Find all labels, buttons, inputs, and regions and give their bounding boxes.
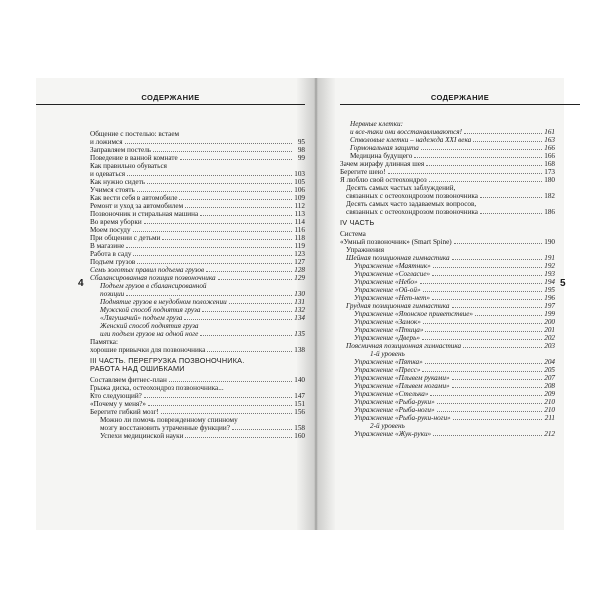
toc-entry	[90, 130, 305, 138]
dot-leader	[437, 403, 542, 404]
right-page	[340, 78, 555, 530]
dot-leader	[433, 435, 542, 436]
toc-entry-page: 203	[544, 342, 555, 351]
toc-entry	[340, 422, 555, 430]
toc-entry	[90, 194, 305, 202]
toc-entry-title: Мужской способ поднятия груза	[100, 306, 201, 314]
toc-entry-title: Памятка:	[90, 338, 118, 346]
toc-entry	[90, 170, 305, 178]
toc-entry-page: 202	[544, 334, 555, 343]
toc-entry-title: Ремонт и уход за автомобилем	[90, 202, 184, 210]
dot-leader	[429, 181, 542, 182]
dot-leader	[207, 351, 292, 352]
toc-entry	[90, 376, 305, 384]
toc-entry-title: и все-таки они восстанавливаются!	[350, 128, 462, 136]
toc-entry-page: 166	[544, 152, 555, 160]
dot-leader	[200, 215, 292, 216]
dot-leader	[218, 279, 292, 280]
dot-leader	[388, 173, 542, 174]
toc-entry-page: 166	[544, 144, 555, 152]
dot-leader	[137, 263, 292, 264]
toc-entry-title: и одеваться	[90, 170, 126, 178]
toc-entry-page: 135	[294, 330, 305, 338]
dot-leader	[127, 175, 292, 176]
toc-entry-title: Шейная позиционная гимнастика	[346, 254, 450, 263]
toc-entry	[340, 254, 555, 262]
toc-entry-title: Упражнение «Замок»	[354, 318, 421, 327]
dot-leader	[452, 307, 542, 308]
toc-entry	[340, 286, 555, 294]
dot-leader	[202, 311, 292, 312]
toc-entry	[90, 432, 305, 440]
toc-entry-page: 99	[297, 154, 305, 162]
toc-entry-title: Упражнение «Пятка»	[354, 358, 423, 367]
toc-entry-page: 118	[294, 234, 305, 242]
dot-leader	[422, 371, 542, 372]
toc-entry	[90, 258, 305, 266]
toc-entry-title: Упражнение «Нет-нет»	[354, 294, 430, 303]
toc-entry	[90, 338, 305, 346]
toc-entry	[340, 238, 555, 246]
toc-entry-page: 211	[544, 414, 555, 423]
toc-entry-page: 119	[294, 242, 305, 250]
toc-entry-title: Сбалансированная позиция позвоночника	[90, 274, 216, 282]
toc-entry	[340, 184, 555, 192]
toc-entry-page: 193	[544, 270, 555, 279]
toc-entry-page: 106	[294, 186, 305, 194]
toc-entry-title: Во время уборки	[90, 218, 142, 226]
toc-entry-page: 134	[294, 314, 305, 322]
toc-entry	[90, 210, 305, 218]
toc-entry-title: Подъем грузов	[90, 258, 136, 266]
toc-entry	[340, 144, 555, 152]
dot-leader	[432, 275, 542, 276]
toc-entry-title: Упражнение «Стелька»	[354, 390, 429, 399]
dot-leader	[126, 247, 292, 248]
toc-entry-title: Упражнение «Небо»	[354, 278, 418, 287]
toc-entry-title: Общение с постелью: встаем	[90, 130, 180, 138]
toc-entry	[90, 146, 305, 154]
toc-entry	[340, 230, 555, 238]
toc-entry-title: Упражнения	[346, 246, 385, 255]
toc-entry	[340, 262, 555, 270]
toc-entry	[340, 120, 555, 128]
toc-entry-page: 151	[294, 400, 305, 409]
toc-entry	[90, 186, 305, 194]
dot-leader	[184, 319, 292, 320]
toc-entry-title: «Умный позвоночник» (Smart Spine)	[340, 238, 452, 247]
toc-entry-title: Упражнение «Дверь»	[354, 334, 420, 343]
toc-entry-page: 210	[544, 398, 555, 407]
toc-entry-title: Нервные клетки:	[350, 120, 403, 128]
toc-entry-title: или подъем грузов на одной ноге	[100, 330, 199, 338]
dot-leader	[169, 381, 292, 382]
toc-entry	[340, 414, 555, 422]
toc-entry	[340, 246, 555, 254]
toc-entry-title: Упражнение «Пресс»	[354, 366, 421, 375]
toc-entry	[340, 390, 555, 398]
toc-entry-page: 180	[544, 176, 555, 184]
toc-entry	[340, 152, 555, 160]
dot-leader	[452, 259, 542, 260]
toc-entry-page: 132	[294, 306, 305, 314]
toc-entry-title: и ложимся	[90, 138, 123, 146]
toc-entry	[340, 382, 555, 390]
toc-entry-page: 204	[544, 358, 555, 367]
toc-entry-title: хорошие привычки для позвоночника	[90, 346, 206, 354]
toc-entry-page: 156	[294, 408, 305, 417]
toc-section-heading	[90, 365, 305, 373]
toc-entry-page: 112	[294, 202, 305, 210]
dot-leader	[206, 271, 292, 272]
dot-leader	[426, 165, 542, 166]
toc-entry-title: Успехи медицинской науки	[100, 432, 184, 441]
toc-entry-page: 158	[294, 424, 305, 433]
dot-leader	[137, 191, 292, 192]
toc-entry	[340, 136, 555, 144]
toc-entry-title: Грыжа диска, остеохондроз позвоночника...	[90, 384, 224, 393]
toc-entry-page: 123	[294, 250, 305, 258]
toc-entry-page: 208	[544, 382, 555, 391]
toc-entry-title: Упражнение «Согласие»	[354, 270, 431, 279]
toc-section-heading	[340, 219, 555, 227]
dot-leader	[452, 387, 542, 388]
toc-entry	[340, 430, 555, 438]
toc-entry	[90, 330, 305, 338]
toc-entry-title: Женский способ поднятия груза	[100, 322, 199, 330]
toc-entry	[90, 322, 305, 330]
dot-leader	[425, 363, 542, 364]
toc-entry	[340, 358, 555, 366]
toc-entry-title: Как вести себя в автомобиле	[90, 194, 178, 202]
toc-entry	[90, 314, 305, 322]
toc-entry	[90, 266, 305, 274]
toc-entry	[340, 406, 555, 414]
dot-leader	[425, 331, 542, 332]
toc-entry-page: 200	[544, 318, 555, 327]
dot-leader	[200, 335, 292, 336]
dot-leader	[454, 243, 542, 244]
dot-leader	[463, 347, 542, 348]
dot-leader	[432, 299, 542, 300]
dot-leader	[421, 149, 542, 150]
toc-entry-page: 210	[544, 406, 555, 415]
toc-entry-page: 199	[544, 310, 555, 319]
toc-entry-title: 2-й уровень	[370, 422, 405, 431]
toc-entry	[340, 192, 555, 200]
toc-entry	[90, 346, 305, 354]
toc-entry-page: 186	[544, 208, 555, 216]
dot-leader	[464, 133, 542, 134]
toc-entry-page: 173	[544, 168, 555, 176]
toc-entry-title: «Почему у меня?»	[90, 400, 147, 409]
toc-entry-title: Упражнение «Японское приветствие»	[354, 310, 473, 319]
toc-entry	[90, 306, 305, 314]
toc-entry	[90, 282, 305, 290]
toc-entry-title: Можно ли помочь поврежденному спинному	[100, 416, 238, 425]
toc-entry-title: Поведение в ванной комнате	[90, 154, 178, 162]
toc-list	[90, 130, 305, 440]
toc-entry	[90, 234, 305, 242]
toc-entry	[340, 160, 555, 168]
dot-leader	[180, 159, 292, 160]
toc-entry	[340, 270, 555, 278]
toc-entry-page: 128	[294, 266, 305, 274]
toc-entry-title: 1-й уровень	[370, 350, 405, 359]
toc-entry-title: «Лягушачий» подъем груза	[100, 314, 183, 322]
toc-entry	[90, 178, 305, 186]
toc-entry	[340, 342, 555, 350]
toc-entry-page: 140	[294, 376, 305, 385]
toc-entry-title: Упражнение «Птица»	[354, 326, 424, 335]
toc-entry-title: Берегите гибкий мозг!	[90, 408, 159, 417]
dot-leader	[179, 199, 292, 200]
toc-entry-title: Гормональная защита	[350, 144, 419, 152]
toc-entry	[90, 384, 305, 392]
dot-leader	[229, 303, 292, 304]
toc-entry	[90, 274, 305, 282]
left-page	[90, 78, 305, 530]
toc-entry	[340, 294, 555, 302]
toc-entry-title: Я люблю свой остеохондроз	[340, 176, 427, 184]
toc-entry-title: Берегите шею!	[340, 168, 386, 176]
toc-entry-title: Система	[340, 230, 366, 239]
dot-leader	[144, 397, 292, 398]
toc-entry	[90, 202, 305, 210]
toc-entry-title: Моем посуду	[90, 226, 131, 234]
toc-entry-page: 130	[294, 290, 305, 298]
toc-entry-title: Подъем грузов в сбалансированной	[100, 282, 207, 290]
toc-entry-title: Заправляем постель	[90, 146, 152, 154]
toc-entry	[340, 200, 555, 208]
dot-leader	[437, 411, 542, 412]
dot-leader	[148, 405, 292, 406]
page-header: СОДЕРЖАНИЕ	[340, 93, 580, 105]
toc-entry	[90, 138, 305, 146]
toc-entry-title: Медицина будущего	[350, 152, 413, 160]
toc-entry-title: Десять самых часто задаваемых вопросов,	[346, 200, 477, 208]
toc-entry	[90, 226, 305, 234]
toc-entry-title: IV ЧАСТЬ	[340, 218, 375, 227]
page-header: СОДЕРЖАНИЕ	[36, 93, 305, 105]
toc-entry	[90, 298, 305, 306]
toc-entry-title: Зачем жирафу длинная шея	[340, 160, 425, 168]
toc-entry-title: Позвоночник и стиральная машина	[90, 210, 199, 218]
toc-entry-page: 147	[294, 392, 305, 401]
dot-leader	[147, 183, 292, 184]
toc-entry-page: 194	[544, 278, 555, 287]
toc-entry-title: РАБОТА НАД ОШИБКАМИ	[90, 364, 185, 374]
dot-leader	[423, 291, 542, 292]
toc-entry-page: 182	[544, 192, 555, 200]
page-number: 5	[560, 278, 566, 289]
toc-entry-title: Упражнение «Рыба-ноги»	[354, 406, 435, 415]
dot-leader	[475, 315, 542, 316]
toc-entry-title: Семь золотых правил подъема грузов	[90, 266, 205, 274]
toc-entry-page: 127	[294, 258, 305, 266]
toc-entry-page: 163	[544, 136, 555, 144]
page-number: 4	[78, 278, 84, 289]
toc-entry-title: Упражнение «Плывем руками»	[354, 374, 450, 383]
toc-entry-title: В магазине	[90, 242, 125, 250]
toc-entry	[340, 374, 555, 382]
toc-entry-page: 209	[544, 390, 555, 399]
toc-entry	[340, 278, 555, 286]
toc-entry	[340, 302, 555, 310]
dot-leader	[126, 295, 292, 296]
toc-entry-title: Учимся стоять	[90, 186, 135, 194]
toc-entry-page: 195	[544, 286, 555, 295]
toc-entry	[340, 128, 555, 136]
toc-entry-page: 212	[544, 430, 555, 439]
dot-leader	[185, 437, 292, 438]
toc-entry-title: связанных с остеохондрозом позвоночника	[346, 208, 478, 216]
dot-leader	[125, 143, 292, 144]
dot-leader	[162, 239, 292, 240]
toc-entry-title: Как правильно обуваться	[90, 162, 167, 170]
dot-leader	[480, 213, 542, 214]
toc-entry-page: 114	[294, 218, 305, 226]
toc-entry	[340, 176, 555, 184]
toc-entry-title: Десять самых частых заблуждений,	[346, 184, 456, 192]
toc-entry	[340, 334, 555, 342]
toc-entry-title: позиции	[100, 290, 125, 298]
toc-entry-page: 161	[544, 128, 555, 136]
toc-entry-page: 116	[294, 226, 305, 234]
dot-leader	[422, 339, 542, 340]
dot-leader	[144, 223, 292, 224]
dot-leader	[452, 379, 542, 380]
toc-entry-title: Как нужно сидеть	[90, 178, 146, 186]
toc-entry	[90, 392, 305, 400]
toc-list	[340, 120, 555, 438]
dot-leader	[153, 151, 292, 152]
dot-leader	[133, 231, 292, 232]
dot-leader	[453, 419, 542, 420]
toc-entry	[340, 350, 555, 358]
toc-entry-page: 105	[294, 178, 305, 186]
toc-entry	[340, 318, 555, 326]
toc-entry	[340, 366, 555, 374]
toc-entry	[340, 310, 555, 318]
toc-entry	[340, 168, 555, 176]
toc-entry-title: Поясничная позиционная гимнастика	[346, 342, 462, 351]
toc-entry-page: 168	[544, 160, 555, 168]
toc-entry	[340, 398, 555, 406]
toc-entry-title: Упражнение «Плывем ногами»	[354, 382, 450, 391]
toc-entry-title: Стволовые клетки – надежда XXI века	[350, 136, 472, 144]
toc-entry-title: Кто следующий?	[90, 392, 142, 401]
toc-entry-page: 103	[294, 170, 305, 178]
toc-entry	[340, 326, 555, 334]
dot-leader	[433, 267, 542, 268]
dot-leader	[420, 283, 542, 284]
toc-entry-page: 160	[294, 432, 305, 441]
toc-entry-page: 138	[294, 346, 305, 354]
toc-entry	[90, 408, 305, 416]
toc-entry-page: 129	[294, 274, 305, 282]
toc-entry-title: При общении с детьми	[90, 234, 161, 242]
toc-entry-page: 201	[544, 326, 555, 335]
toc-entry-page: 205	[544, 366, 555, 375]
toc-entry-title: Упражнение «Рыба-руки-ноги»	[354, 414, 451, 423]
toc-entry-page: 190	[544, 238, 555, 247]
toc-entry-title: Поднятие грузов в неудобном положении	[100, 298, 227, 306]
toc-entry-title: Составляем фитнес-план	[90, 376, 167, 385]
dot-leader	[232, 429, 292, 430]
toc-entry	[90, 290, 305, 298]
toc-entry	[90, 250, 305, 258]
dot-leader	[161, 413, 292, 414]
toc-entry-page: 197	[544, 302, 555, 311]
toc-entry	[90, 162, 305, 170]
toc-entry-title: Грудная позиционная гимнастика	[346, 302, 450, 311]
dot-leader	[430, 395, 542, 396]
toc-entry-page: 131	[294, 298, 305, 306]
toc-entry-title: связанных с остеохондрозом позвоночника	[346, 192, 478, 200]
dot-leader	[423, 323, 542, 324]
dot-leader	[185, 207, 292, 208]
toc-entry	[90, 242, 305, 250]
toc-entry-page: 192	[544, 262, 555, 271]
dot-leader	[480, 197, 542, 198]
toc-entry	[90, 424, 305, 432]
toc-entry-title: мозгу восстановить утраченные функции?	[100, 424, 230, 433]
toc-entry	[90, 218, 305, 226]
toc-entry-page: 113	[294, 210, 305, 218]
toc-entry-page: 98	[297, 146, 305, 154]
dot-leader	[473, 141, 542, 142]
toc-entry-page: 109	[294, 194, 305, 202]
dot-leader	[414, 157, 542, 158]
toc-entry-title: Упражнение «Ой-ой»	[354, 286, 421, 295]
toc-entry-title: III ЧАСТЬ. ПЕРЕГРУЗКА ПОЗВОНОЧНИКА.	[90, 356, 245, 365]
toc-entry-page: 95	[297, 138, 305, 146]
toc-entry-title: Упражнение «Маятник»	[354, 262, 431, 271]
toc-entry-page: 196	[544, 294, 555, 303]
dot-leader	[133, 255, 292, 256]
toc-entry-page: 191	[544, 254, 555, 263]
toc-entry-title: Упражнение «Рыба-руки»	[354, 398, 435, 407]
toc-entry-title: Работа в саду	[90, 250, 132, 258]
toc-entry	[340, 208, 555, 216]
toc-entry	[90, 416, 305, 424]
toc-entry-title: Упражнение «Жук-руки»	[354, 430, 432, 439]
toc-entry	[90, 154, 305, 162]
toc-entry	[90, 400, 305, 408]
toc-entry-page: 207	[544, 374, 555, 383]
